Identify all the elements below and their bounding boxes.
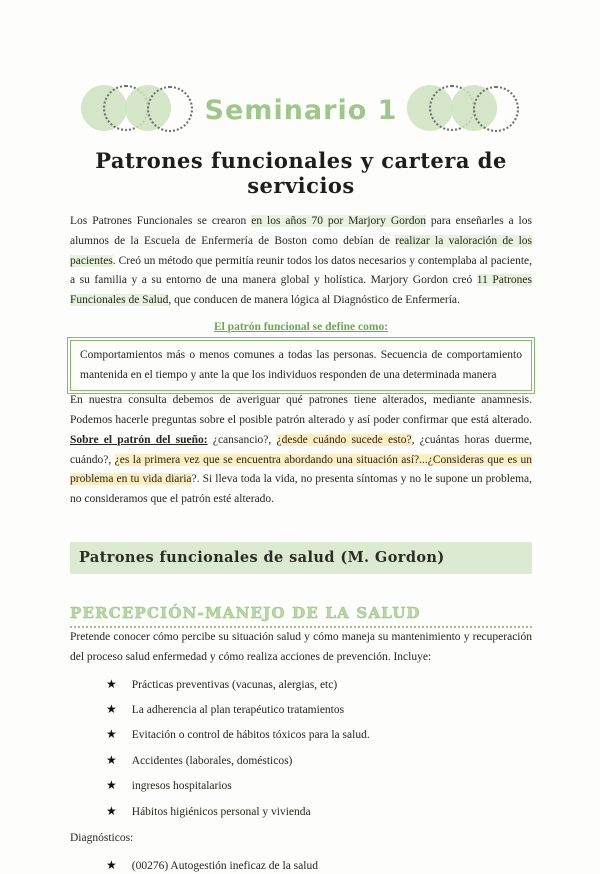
anamnesis-text: , ¿cuántas horas duerme, cuándo?,	[70, 433, 532, 466]
includes-list	[70, 677, 532, 820]
section-banner: Patrones funcionales de salud (M. Gordon)	[70, 542, 532, 574]
deco-circles-left	[81, 85, 195, 135]
green-highlight: en los años 70 por Marjory Gordon	[251, 215, 426, 228]
star-icon	[106, 727, 117, 743]
yellow-highlight: ¿desde cuándo sucede esto?	[276, 433, 412, 446]
list-item	[106, 804, 532, 820]
star-icon	[106, 702, 117, 718]
definition-box	[70, 340, 532, 392]
anamnesis-text: ?. Si lleva toda la vida, no presenta síntomas y no le supone un problema, no consideramos que el patrón esté alterado.	[70, 473, 532, 506]
intro-text: . Creó un método que permitía reunir todos los datos necesarios y contemplaba al paciente, a su familia y a su entorno de una manera global y holística. Marjory Gordon creó	[70, 254, 532, 287]
bold-underline-phrase: Sobre el patrón del sueño:	[70, 433, 208, 446]
definition-text: Comportamientos más o menos comunes a todas las personas. Secuencia de comportamiento mantenida en el tiempo y ante la que los individuos responden de una determinada manera	[80, 348, 522, 381]
intro-text: Los Patrones Funcionales se crearon	[70, 215, 252, 228]
page-title: Patrones funcionales y cartera de servicios	[95, 148, 507, 198]
deco-circle-dotted	[147, 86, 193, 132]
list-item-label: Hábitos higiénicos personal y vivienda	[131, 805, 311, 818]
list-item-label: Evitación o control de hábitos tóxicos para la salud.	[131, 729, 370, 742]
list-item	[106, 727, 532, 743]
star-icon	[106, 753, 117, 769]
list-item	[106, 702, 532, 718]
star-icon	[106, 778, 117, 794]
subsection-heading: PERCEPCIÓN-MANEJO DE LA SALUD	[70, 604, 532, 628]
anamnesis-text: En nuestra consulta debemos de averiguar qué patrones tiene alterados, mediante anamnesis. Podemos hacerle preguntas sobre el posible patrón alterado y así poder confirmar que está alterado.	[70, 394, 532, 427]
anamnesis-text: ¿cansancio?,	[207, 433, 277, 446]
diagnosticos-list	[70, 858, 532, 874]
list-item-label: La adherencia al plan terapéutico tratamientos	[131, 703, 345, 716]
anamnesis-paragraph	[70, 391, 532, 510]
diagnosticos-label: Diagnósticos:	[70, 832, 134, 845]
list-item-label: (00276) Autogestión ineficaz de la salud	[131, 859, 318, 872]
list-item	[106, 753, 532, 769]
star-icon	[106, 677, 117, 693]
list-item	[106, 858, 532, 874]
star-icon	[106, 858, 117, 874]
section-intro-paragraph: Pretende conocer cómo percibe su situación salud y cómo maneja su mantenimiento y recuperación del proceso salud enfermedad y cómo realiza acciones de prevención. Incluye:	[70, 631, 532, 663]
star-icon	[106, 804, 117, 820]
list-item-label: ingresos hospitalarios	[131, 780, 232, 793]
intro-text: , que conducen de manera lógica al Diagnóstico de Enfermería.	[168, 294, 460, 307]
decorative-title-row	[70, 84, 532, 136]
deco-circle-dotted	[473, 86, 519, 132]
list-item-label: Accidentes (laborales, domésticos)	[131, 754, 293, 767]
green-highlight: 11 Patrones Funcionales de Salud	[70, 274, 533, 307]
list-item-label: Prácticas preventivas (vacunas, alergias, etc)	[131, 678, 338, 691]
yellow-highlight: ¿es la primera vez que se encuentra abordando una situación así?...¿Consideras que es un problema en tu vida diaria	[70, 453, 532, 486]
doc-title: Seminario 1	[204, 94, 398, 126]
definition-link: El patrón funcional se define como:	[213, 320, 389, 333]
list-item	[106, 677, 532, 693]
list-item	[106, 778, 532, 794]
deco-circles-right	[407, 85, 521, 135]
intro-paragraph	[70, 212, 532, 311]
intro-text: para enseñarles a los alumnos de la Escuela de Enfermería de Boston como debían de	[70, 215, 532, 247]
green-highlight: realizar la valoración de los pacientes	[70, 234, 532, 267]
